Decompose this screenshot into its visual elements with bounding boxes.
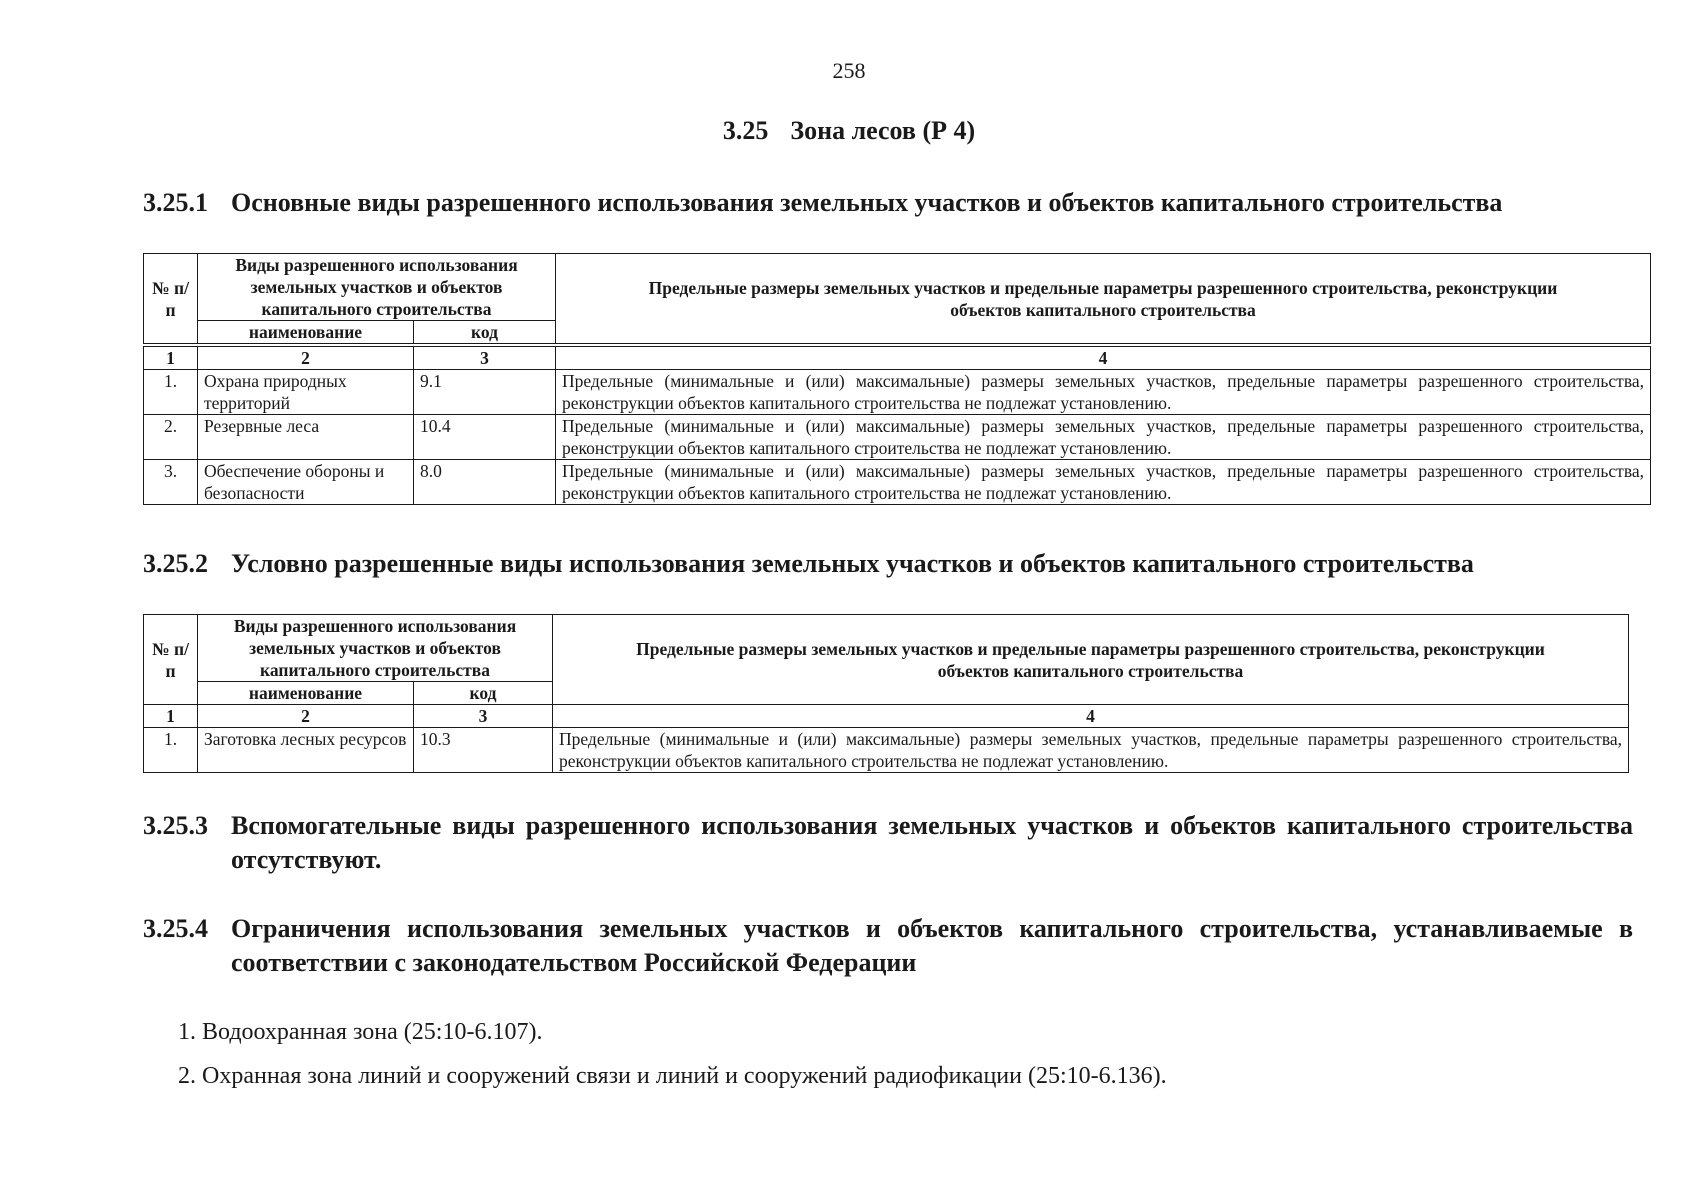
section-number: 3.25.1 [143,188,208,217]
use-name: Охрана природных территорий [198,370,414,415]
section-heading-restrictions [143,912,1633,980]
section-number: 3.25.4 [143,914,208,943]
section-number: 3.25.3 [143,811,208,840]
column-number: 4 [556,347,1651,370]
column-number: 4 [553,705,1629,728]
section-title: Вспомогательные виды разрешенного использования земельных участков и объектов капитального строительства отсутствуют. [231,811,1633,874]
list-item: 1. Водоохранная зона (25:10-6.107). [178,1019,543,1045]
header-number: № п/п [144,615,198,705]
table-row [144,370,1651,415]
table-row [144,415,1651,460]
use-limits: Предельные (минимальные и (или) максимальные) размеры земельных участков, предельные параметры разрешенного строительства, реконструкции объектов капитального строительства не подлежат установлению. [553,728,1629,773]
header-types: Виды разрешенного использования земельных участков и объектов капитального строительства [198,254,556,321]
zone-name: Зона лесов (Р 4) [790,116,976,145]
header-code: код [414,682,553,705]
use-code: 9.1 [414,370,556,415]
use-limits: Предельные (минимальные и (или) максимальные) размеры земельных участков, предельные параметры разрешенного строительства, реконструкции объектов капитального строительства не подлежат установлению. [556,415,1651,460]
conditional-uses-table [143,614,1629,773]
column-number: 1 [144,705,198,728]
restrictions-list [178,1010,1167,1098]
page-number: 258 [832,58,866,83]
list-item: 2. Охранная зона линий и сооружений связи и линий и сооружений радиофикации (25:10-6.136). [178,1063,1167,1089]
use-code: 10.3 [414,728,553,773]
header-limits: Предельные размеры земельных участков и предельные параметры разрешенного строительства, реконструкции объектов капитального строительства [556,254,1651,344]
header-limits: Предельные размеры земельных участков и предельные параметры разрешенного строительства, реконструкции объектов капитального строительства [553,615,1629,705]
row-number: 1. [144,728,198,773]
column-number: 3 [414,705,553,728]
use-name: Заготовка лесных ресурсов [198,728,414,773]
zone-number: 3.25 [722,116,769,145]
header-number: № п/п [144,254,198,344]
header-code: код [414,321,556,344]
section-title: Условно разрешенные виды использования земельных участков и объектов капитального строительства [231,549,1474,578]
use-limits: Предельные (минимальные и (или) максимальные) размеры земельных участков, предельные параметры разрешенного строительства, реконструкции объектов капитального строительства не подлежат установлению. [556,460,1651,505]
use-limits: Предельные (минимальные и (или) максимальные) размеры земельных участков, предельные параметры разрешенного строительства, реконструкции объектов капитального строительства не подлежат установлению. [556,370,1651,415]
section-heading-auxiliary [143,809,1633,877]
row-number: 3. [144,460,198,505]
table-row [144,460,1651,505]
column-number: 2 [198,705,414,728]
row-number: 1. [144,370,198,415]
section-number: 3.25.2 [143,549,208,578]
section-title: Ограничения использования земельных участков и объектов капитального строительства, устанавливаемые в соответствии с законодательством Российской Федерации [231,914,1633,977]
header-name: наименование [198,682,414,705]
main-uses-table [143,253,1651,505]
use-name: Резервные леса [198,415,414,460]
table-row [144,728,1629,773]
section-title: Основные виды разрешенного использования земельных участков и объектов капитального строительства [231,188,1503,217]
header-types: Виды разрешенного использования земельных участков и объектов капитального строительства [198,615,553,682]
column-number: 2 [198,347,414,370]
use-name: Обеспечение обороны и безопасности [198,460,414,505]
column-numbers-row [144,347,1651,370]
column-number: 1 [144,347,198,370]
zone-title [0,116,1698,146]
use-code: 10.4 [414,415,556,460]
section-heading-main [143,186,1633,220]
row-number: 2. [144,415,198,460]
column-number: 3 [414,347,556,370]
header-name: наименование [198,321,414,344]
use-code: 8.0 [414,460,556,505]
column-numbers-row [144,705,1629,728]
section-heading-conditional [143,547,1633,581]
